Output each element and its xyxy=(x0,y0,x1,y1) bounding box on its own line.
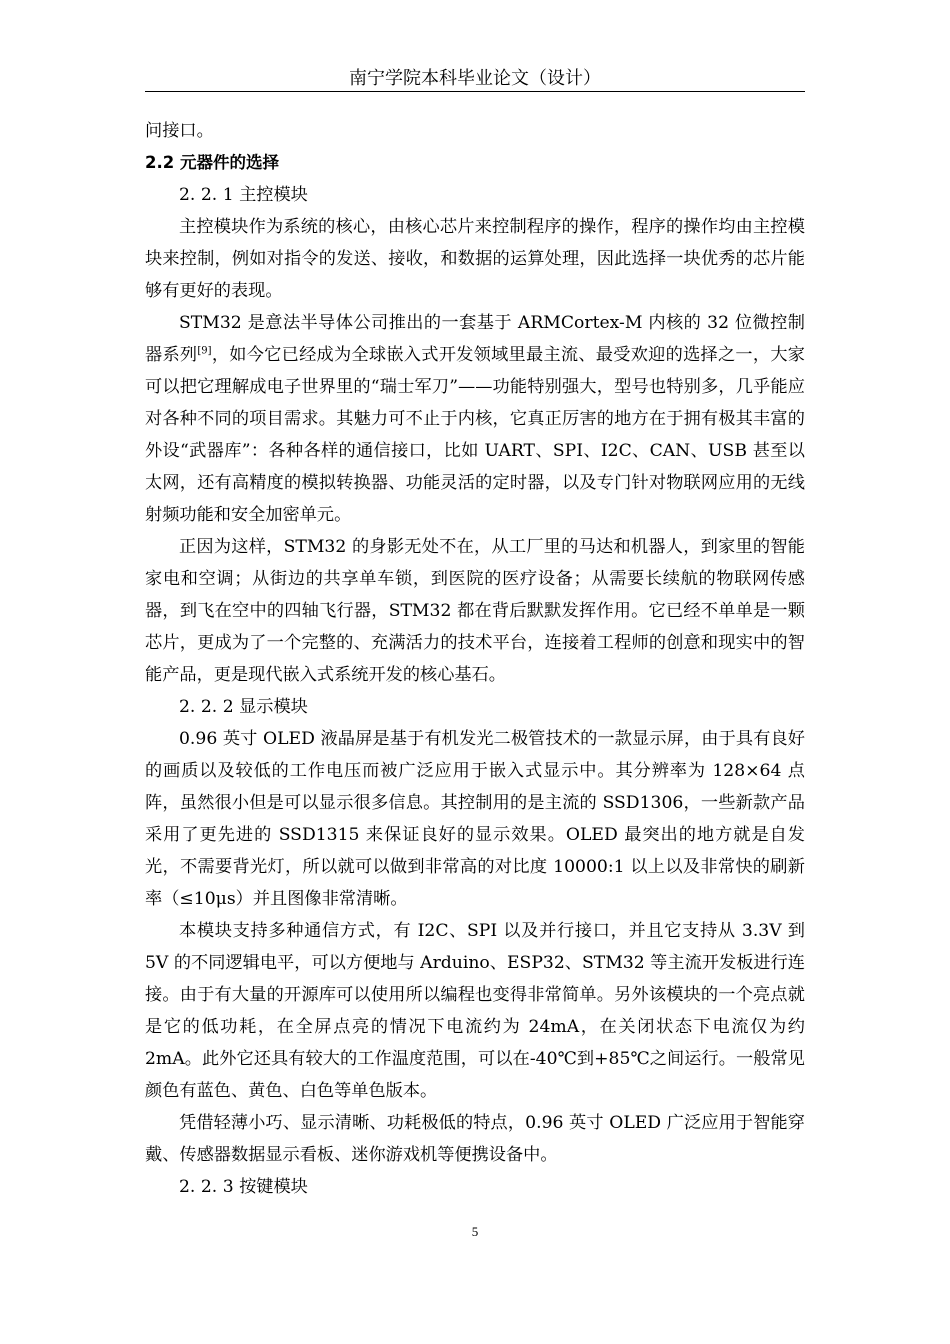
subsection-heading-2-2-2: 2. 2. 2 显示模块 xyxy=(179,697,308,717)
paragraph-oled-interfaces: 本模块支持多种通信方式，有 I2C、SPI 以及并行接口，并且它支持从 3.3V 到 5V 的不同逻辑电平，可以方便地与 Arduino、ESP32、STM32 等主流开发板进行连接。由于有大量的开源库可以使用所以编程也变得非常简单。另外该模块的一个亮点就是它的低功耗，在全屏点亮的情况下电流约为 24mA，在关闭状态下电流仅为约 2mA。此外它还具有较大的工作温度范围，可以在-40℃到+85℃之间运行。一般常见颜色有蓝色、黄色、白色等单色版本。 xyxy=(145,921,805,1101)
continuation-line: 问接口。 xyxy=(145,121,214,141)
paragraph-main-control-intro: 主控模块作为系统的核心，由核心芯片来控制程序的操作，程序的操作均由主控模块来控制，例如对指令的发送、接收，和数据的运算处理，因此选择一块优秀的芯片能够有更好的表现。 xyxy=(145,217,805,301)
page-header: 南宁学院本科毕业论文（设计） xyxy=(349,68,601,89)
page-body xyxy=(145,115,805,1203)
header-rule xyxy=(145,91,805,92)
citation-ref: [9] xyxy=(197,345,212,357)
paragraph-oled-uses: 凭借轻薄小巧、显示清晰、功耗极低的特点，0.96 英寸 OLED 广泛应用于智能穿戴、传感器数据显示看板、迷你游戏机等便携设备中。 xyxy=(145,1113,805,1165)
paragraph-stm32-overview xyxy=(145,307,805,531)
page-number: 5 xyxy=(471,1224,479,1239)
subsection-heading-2-2-1: 2. 2. 1 主控模块 xyxy=(179,185,308,205)
paragraph-stm32-applications: 正因为这样，STM32 的身影无处不在，从工厂里的马达和机器人，到家里的智能家电和空调；从街边的共享单车锁，到医院的医疗设备；从需要长续航的物联网传感器，到飞在空中的四轴飞行器，STM32 都在背后默默发挥作用。它已经不单单是一颗芯片，更成为了一个完整的、充满活力的技术平台，连接着工程师的创意和现实中的智能产品，更是现代嵌入式系统开发的核心基石。 xyxy=(145,537,805,685)
paragraph-oled-intro: 0.96 英寸 OLED 液晶屏是基于有机发光二极管技术的一款显示屏，由于具有良好的画质以及较低的工作电压而被广泛应用于嵌入式显示中。其分辨率为 128×64 点阵，虽然很小但是可以显示很多信息。其控制用的是主流的 SSD1306，一些新款产品采用了更先进的 SSD1315 来保证良好的显示效果。OLED 最突出的地方就是自发光，不需要背光灯，所以就可以做到非常高的对比度 10000:1 以上以及非常快的刷新率（≤10μs）并且图像非常清晰。 xyxy=(145,729,805,909)
stm32-text-b: ，如今它已经成为全球嵌入式开发领域里最主流、最受欢迎的选择之一，大家可以把它理解成电子世界里的“瑞士军刀”——功能特别强大，型号也特别多，几乎能应对各种不同的项目需求。其魅力可不止于内核，它真正厉害的地方在于拥有极其丰富的外设“武器库”：各种各样的通信接口，比如 UART、SPI、I2C、CAN、USB 甚至以太网，还有高精度的模拟转换器、功能灵活的定时器，以及专门针对物联网应用的无线射频功能和安全加密单元。 xyxy=(145,345,805,525)
section-heading-2-2: 2.2 元器件的选择 xyxy=(145,153,279,172)
subsection-heading-2-2-3: 2. 2. 3 按键模块 xyxy=(179,1177,308,1197)
stm32-text-a: STM32 是意法半导体公司推出的一套基于 ARMCortex-M 内核的 32 位微控制器系列 xyxy=(145,313,805,365)
